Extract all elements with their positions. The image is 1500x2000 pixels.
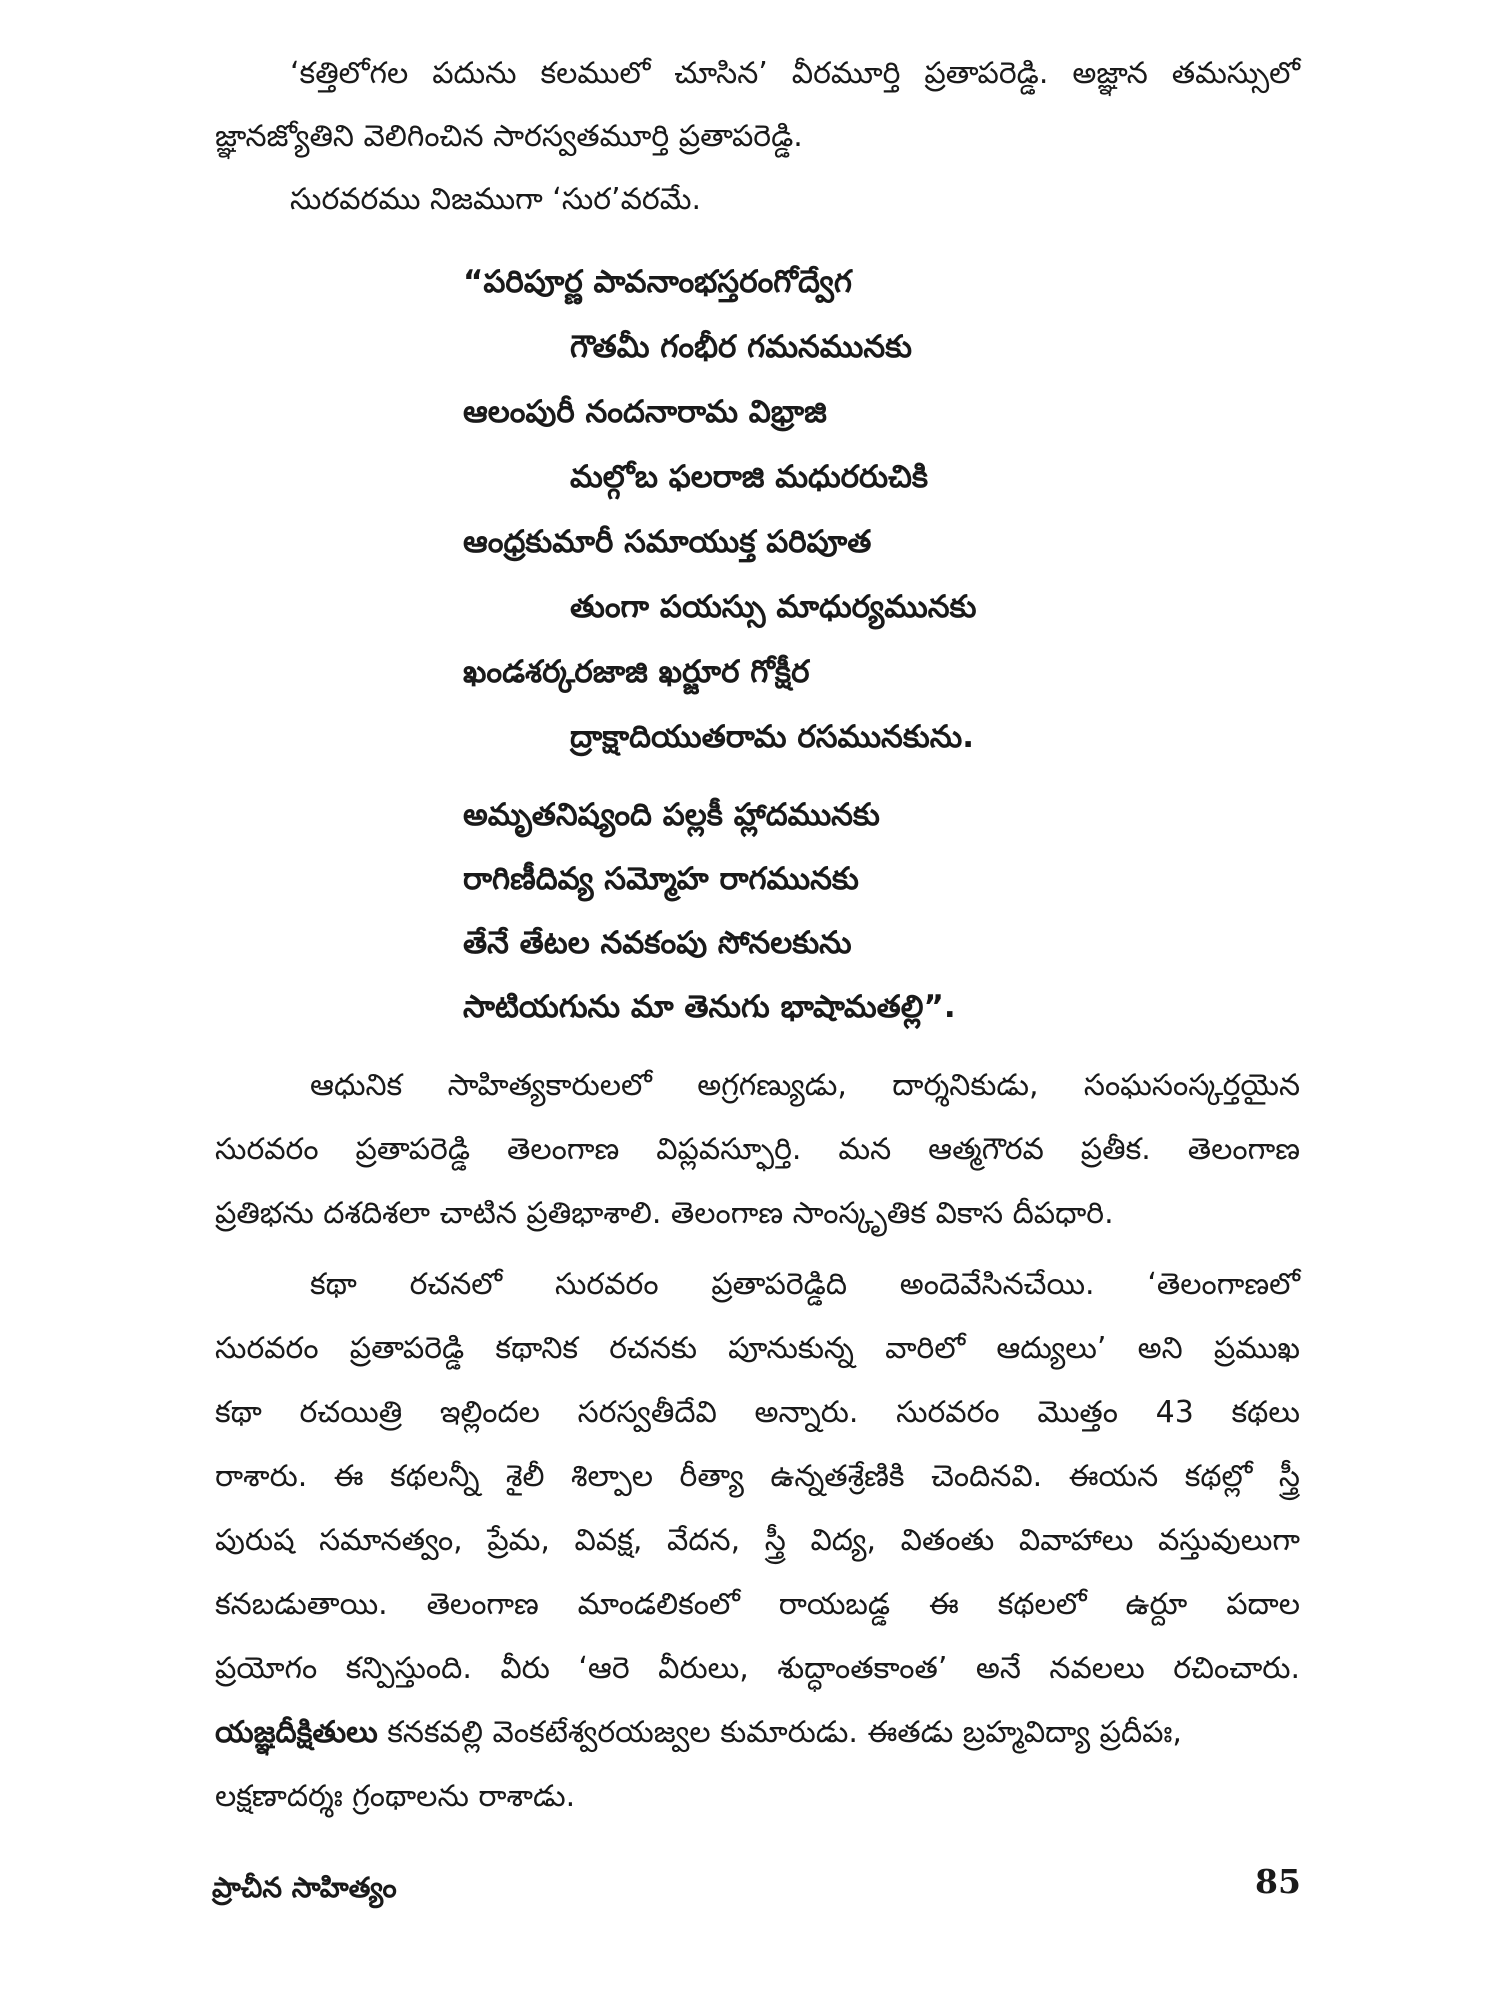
paragraph-line: కథా రచనలో సురవరం ప్రతాపరెడ్డిది అందెవేసినచేయి. ‘తెలంగాణలో bbox=[310, 1267, 1300, 1302]
poem-line: ద్రాక్షాదియుతరామ రసమునకును. bbox=[570, 719, 974, 755]
poem-line: అమృతనిష్యంది పల్లకీ హ్లాదమునకు bbox=[463, 797, 880, 833]
poem-line: “పరిపూర్ణ పావనాంభస్తరంగోద్వేగ bbox=[463, 264, 852, 300]
poem-line: ఖండశర్కరజాజి ఖర్జూర గోక్షీర bbox=[463, 654, 810, 690]
poem-line: మల్గోబ ఫలరాజి మధురరుచికి bbox=[570, 459, 929, 495]
poem-line: సాటియగును మా తెనుగు భాషామతల్లి”. bbox=[463, 989, 956, 1025]
paragraph-line: ప్రయోగం కన్పిస్తుంది. వీరు ‘ఆరె వీరులు, శుద్ధాంతకాంత’ అనే నవలలు రచించారు. bbox=[215, 1651, 1300, 1686]
paragraph-line: కథా రచయిత్రి ఇల్లిందల సరస్వతీదేవి అన్నారు. సురవరం మొత్తం 43 కథలు bbox=[215, 1395, 1300, 1430]
paragraph-line: రాశారు. ఈ కథలన్నీ శైలీ శిల్పాల రీత్యా ఉన్నతశ్రేణికి చెందినవి. ఈయన కథల్లో స్త్రీ bbox=[215, 1459, 1300, 1494]
paragraph-line: ప్రతిభను దశదిశలా చాటిన ప్రతిభాశాలి. తెలంగాణ సాంస్కృతిక వికాస దీపధారి. bbox=[215, 1196, 1114, 1231]
paragraph-line: పురుష సమానత్వం, ప్రేమ, వివక్ష, వేదన, స్త్రీ విద్య, వితంతు వివాహాలు వస్తువులుగా bbox=[215, 1523, 1300, 1558]
paragraph-line: లక్షణాదర్శః గ్రంథాలను రాశాడు. bbox=[215, 1779, 576, 1814]
paragraph-line: కనబడుతాయి. తెలంగాణ మాండలికంలో రాయబడ్డ ఈ కథలలో ఉర్దూ పదాల bbox=[215, 1587, 1300, 1622]
page-number: 85 bbox=[1255, 1862, 1301, 1901]
poem-line: ఆంధ్రకుమారీ సమాయుక్త పరిపూత bbox=[463, 524, 872, 560]
text-line-2: జ్ఞానజ్యోతిని వెలిగించిన సారస్వతమూర్తి ప్రతాపరెడ్డి. bbox=[215, 119, 803, 154]
bold-name: యజ్ఞదీక్షితులు bbox=[215, 1715, 378, 1750]
footer-book-title: ప్రాచీన సాహిత్యం bbox=[212, 1871, 397, 1904]
text-line-3: సురవరము నిజముగా ‘సుర’వరమే. bbox=[290, 182, 701, 217]
paragraph-line: ఆధునిక సాహిత్యకారులలో అగ్రగణ్యుడు, దార్శనికుడు, సంఘసంస్కర్తయైన bbox=[310, 1068, 1300, 1103]
paragraph-line: సురవరం ప్రతాపరెడ్డి కథానిక రచనకు పూనుకున్న వారిలో ఆద్యులు’ అని ప్రముఖ bbox=[215, 1331, 1300, 1366]
paragraph-line: సురవరం ప్రతాపరెడ్డి తెలంగాణ విప్లవస్ఫూర్తి. మన ఆత్మగౌరవ ప్రతీక. తెలంగాణ bbox=[215, 1132, 1300, 1167]
paragraph-line bbox=[215, 1711, 1182, 1755]
poem-line: తేనే తేటల నవకంపు సోనలకును bbox=[463, 925, 852, 961]
text-line-1: ‘కత్తిలోగల పదును కలములో చూసిన’ వీరమూర్తి ప్రతాపరెడ్డి. అజ్ఞాన తమస్సులో bbox=[290, 56, 1300, 91]
poem-line: ఆలంపురీ నందనారామ విభ్రాజి bbox=[463, 394, 827, 430]
line-rest: కనకవల్లి వెంకటేశ్వరయజ్వల కుమారుడు. ఈతడు బ్రహ్మవిద్యా ప్రదీపః, bbox=[377, 1715, 1182, 1750]
poem-line: రాగిణీదివ్య సమ్మోహ రాగమునకు bbox=[463, 861, 859, 897]
poem-line: తుంగా పయస్సు మాధుర్యమునకు bbox=[570, 589, 977, 625]
poem-line: గౌతమీ గంభీర గమనమునకు bbox=[570, 329, 912, 365]
